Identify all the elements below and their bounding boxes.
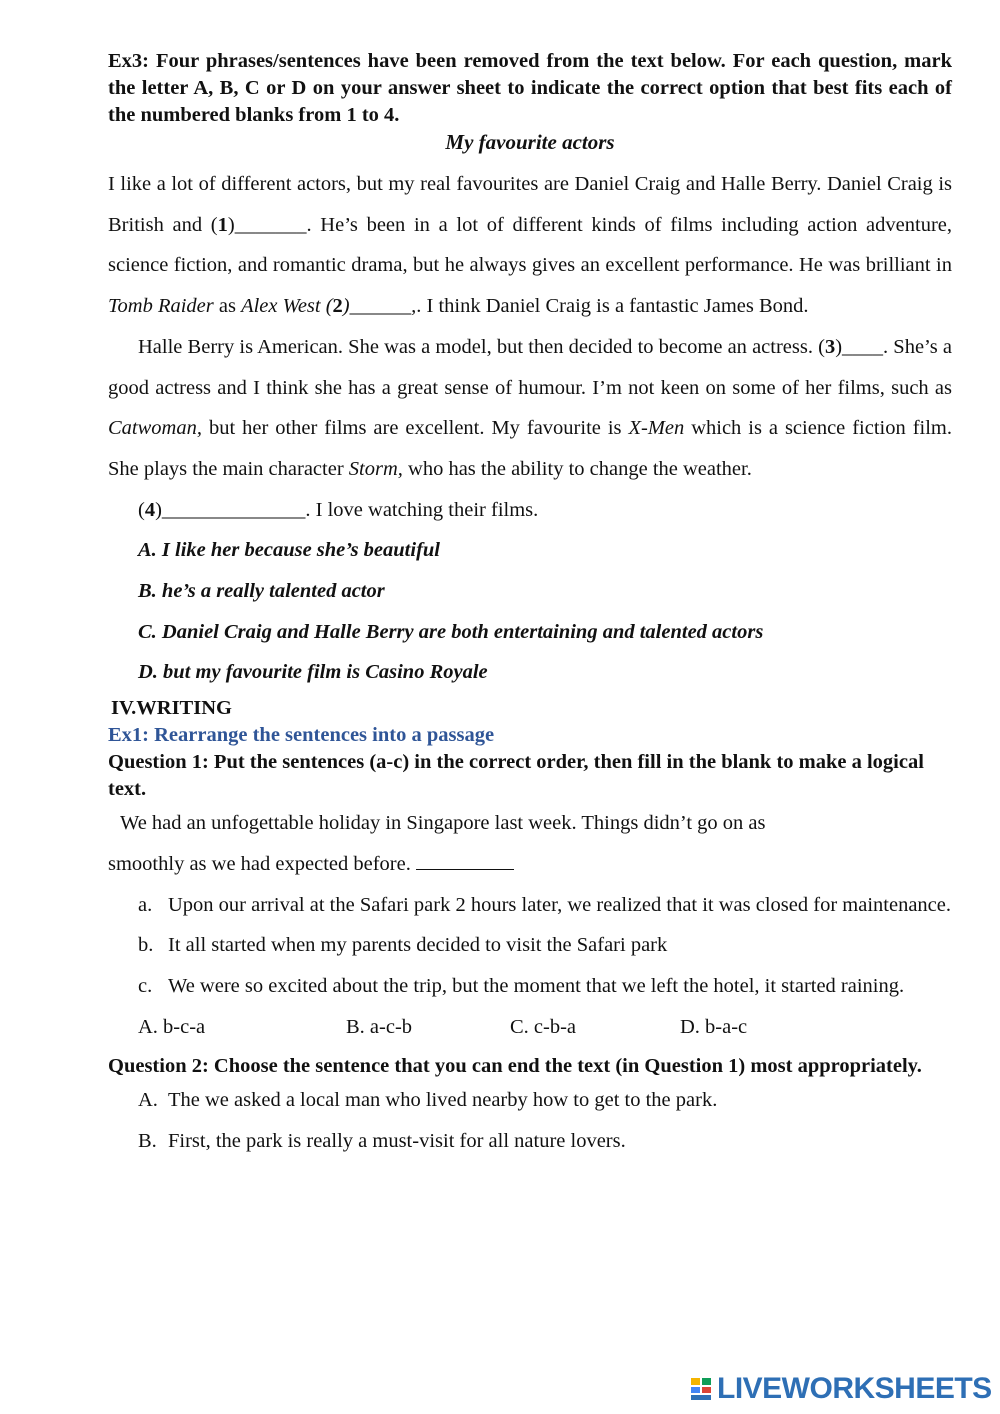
liveworksheets-icon: [690, 1376, 714, 1402]
film-catwoman: Catwoman,: [108, 417, 202, 440]
ex1-title: Ex1: Rearrange the sentences into a passage: [108, 724, 495, 747]
p2-text-c: but her other films are excellent. My favourite is: [201, 417, 629, 440]
blank-number-2: 2: [332, 295, 343, 318]
question-2-heading: Question 2: Choose the sentence that you can end the text (in Question 1) most appropriately.: [108, 1055, 922, 1078]
list-item-label: c.: [138, 974, 153, 997]
intro-line-1: We had an unfogettable holiday in Singapore last week. Things didn’t go on as: [120, 812, 766, 835]
passage-title: My favourite actors: [445, 130, 615, 154]
answer-option-b[interactable]: B. a-c-b: [346, 1015, 413, 1038]
list-item-label: b.: [138, 934, 154, 957]
question-2-options: [108, 1080, 952, 1161]
passage-paragraph-3: [138, 490, 952, 531]
p2-text-e: who has the ability to change the weather.: [402, 457, 752, 480]
list-item-label: a.: [138, 893, 153, 916]
film-x-men: X-Men: [628, 417, 685, 440]
question-2-option-b[interactable]: [108, 1121, 952, 1162]
option-label: B.: [138, 1130, 157, 1153]
p1-text-b: )_______. He’s been in a lot of different kinds of films including action adventure, science fiction, and romantic drama, but he always gives an excellent performance. He was brilliant in: [108, 213, 952, 277]
list-item-text: We were so excited about the trip, but the moment that we left the hotel, it started raining.: [168, 974, 905, 997]
sentence-list: [108, 885, 952, 1007]
answer-blank[interactable]: [416, 852, 514, 870]
list-item: [108, 966, 952, 1007]
question-1-answer-options: [138, 1007, 952, 1048]
answer-option-c[interactable]: C. c-b-a: [510, 1015, 577, 1038]
question-1-intro: [108, 803, 952, 884]
intro-line-2: smoothly as we had expected before.: [108, 852, 411, 875]
option-text: The we asked a local man who lived nearby how to get to the park.: [168, 1089, 718, 1112]
question-1-heading: Question 1: Put the sentences (a-c) in the correct order, then fill in the blank to make a logical text.: [108, 751, 924, 801]
blank-number-4: 4: [144, 498, 156, 521]
ex3-option-c: C. Daniel Craig and Halle Berry are both entertaining and talented actors: [138, 620, 764, 643]
p1-text-c: as: [213, 295, 242, 318]
passage-paragraph-1: [108, 164, 952, 327]
answer-option-d[interactable]: D. b-a-c: [680, 1015, 748, 1038]
p1-text-e: . I think Daniel Craig is a fantastic James Bond.: [416, 295, 809, 318]
p1-blank-2: )______,: [342, 295, 417, 318]
option-label: A.: [138, 1089, 158, 1112]
question-2-option-a[interactable]: [108, 1080, 952, 1121]
ex3-instruction: Ex3: Four phrases/sentences have been removed from the text below. For each question, mark the letter A, B, C or D on your answer sheet to indicate the correct option that best fits each of the numbered blanks from 1 to 4.: [108, 50, 952, 126]
answer-option-a[interactable]: A. b-c-a: [138, 1015, 206, 1038]
liveworksheets-logo: [690, 1373, 992, 1405]
worksheet-page: [108, 48, 952, 1162]
character-alex-west: Alex West (: [241, 295, 333, 318]
p2-text-b: )____. She’s a good actress and I think she has a great sense of humour. I’m not keen on some of her films, such as: [108, 335, 952, 399]
list-item: [108, 885, 952, 926]
ex3-option-d: D. but my favourite film is Casino Royale: [138, 661, 488, 684]
blank-number-1: 1: [217, 213, 228, 236]
logo-text: LIVEWORKSHEETS: [717, 1372, 992, 1405]
blank-number-3: 3: [824, 335, 836, 358]
p2-text-a: Halle Berry is American. She was a model, but then decided to become an actress. (: [138, 335, 825, 358]
character-storm: Storm,: [348, 457, 403, 480]
list-item-text: It all started when my parents decided to visit the Safari park: [168, 934, 668, 957]
p1-text-a: I like a lot of different actors, but my real favourites are Daniel Craig and Halle Berry. Daniel Craig is British and (: [108, 173, 952, 236]
film-tomb-raider: Tomb Raider: [108, 295, 214, 318]
p3-text-b: )______________. I love watching their films.: [155, 498, 539, 521]
ex3-option-b: B. he’s a really talented actor: [138, 580, 385, 603]
passage-paragraph-2: [108, 327, 952, 490]
list-item-text: Upon our arrival at the Safari park 2 hours later, we realized that it was closed for maintenance.: [168, 893, 951, 916]
list-item: [108, 925, 952, 966]
ex3-option-a: A. I like her because she’s beautiful: [138, 539, 440, 562]
p3-text-a: (: [138, 498, 145, 521]
p2-text-d: which is a science fiction film. She plays the main character: [108, 417, 952, 480]
option-text: First, the park is really a must-visit for all nature lovers.: [168, 1130, 626, 1153]
section-heading-writing: IV.WRITING: [111, 697, 232, 720]
